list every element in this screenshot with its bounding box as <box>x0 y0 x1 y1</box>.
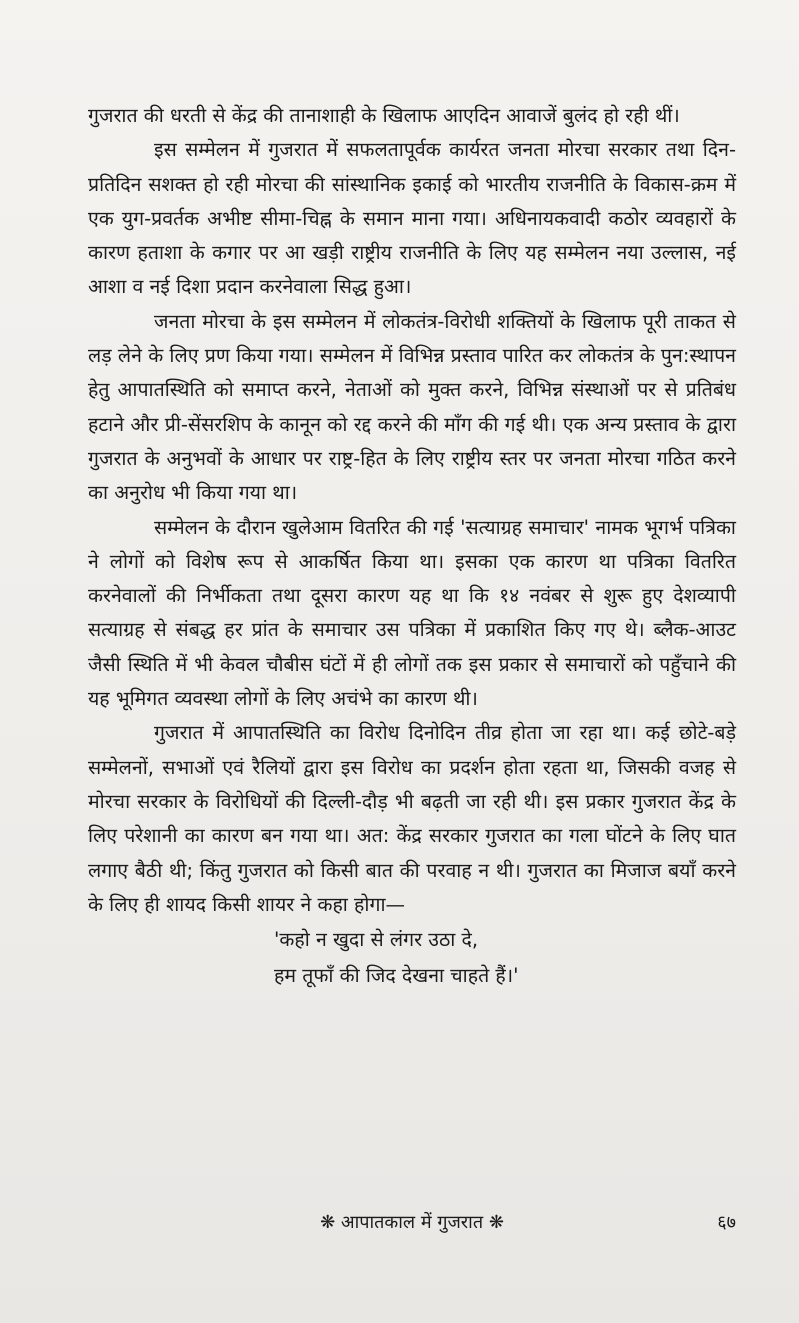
paragraph-1: गुजरात की धरती से केंद्र की तानाशाही के खिलाफ आएदिन आवाजें बुलंद हो रही थीं। <box>88 104 680 127</box>
page-footer <box>88 1210 736 1238</box>
verse-line-2: हम तूफाँ की जिद देखना चाहते हैं।' <box>274 964 519 988</box>
verse-quote <box>88 922 736 994</box>
paragraph-5: गुजरात में आपातस्थिति का विरोध दिनोदिन तीव्र होता जा रहा था। कई छोटे-बड़े सम्मेलनों, सभाओं एवं रैलियों द्वारा इस विरोध का प्रदर्शन होता रहता था, जिसकी वजह से मोरचा सरकार के विरोधियों की दिल्ली-दौड़ भी बढ़ती जा रही थी। इस प्रकार गुजरात केंद्र के लिए परेशानी का कारण बन गया था। अत: केंद्र सरकार गुजरात का गला घोंटने के लिए घात लगाए बैठी थी; किंतु गुजरात को किसी बात की परवाह न थी। गुजरात का मिजाज बयाँ करने के लिए ही शायद किसी शायर ने कहा होगा— <box>88 721 736 916</box>
page-number: ६७ <box>717 1212 736 1233</box>
paragraph-4: सम्मेलन के दौरान खुलेआम वितरित की गई 'सत्याग्रह समाचार' नामक भूगर्भ पत्रिका ने लोगों को विशेष रूप से आकर्षित किया था। इसका एक कारण था पत्रिका वितरित करनेवालों की निर्भीकता तथा दूसरा कारण यह था कि १४ नवंबर से शुरू हुए देशव्यापी सत्याग्रह से संबद्ध हर प्रांत के समाचार उस पत्रिका में प्रकाशित किए गए थे। ब्लैक-आउट जैसी स्थिति में भी केवल चौबीस घंटों में ही लोगों तक इस प्रकार से समाचारों को पहुँचाने की यह भूमिगत व्यवस्था लोगों के लिए अचंभे का कारण थी। <box>88 515 736 711</box>
running-title: ❋ आपातकाल में गुजरात ❋ <box>320 1212 504 1233</box>
verse-line-1: 'कहो न खुदा से लंगर उठा दे, <box>274 928 479 952</box>
paragraph-3: जनता मोरचा के इस सम्मेलन में लोकतंत्र-विरोधी शक्तियों के खिलाफ पूरी ताकत से लड़ लेने के लिए प्रण किया गया। सम्मेलन में विभिन्न प्रस्ताव पारित कर लोकतंत्र के पुन:स्थापन हेतु आपातस्थिति को समाप्त करने, नेताओं को मुक्त करने, विभिन्न संस्थाओं पर से प्रतिबंध हटाने और प्री-सेंसरशिप के कानून को रद्द करने की माँग की गई थी। एक अन्य प्रस्ताव के द्वारा गुजरात के अनुभवों के आधार पर राष्ट्र-हित के लिए राष्ट्रीय स्तर पर जनता मोरचा गठित करने का अनुरोध भी किया गया था। <box>88 309 736 505</box>
paragraph-2: इस सम्मेलन में गुजरात में सफलतापूर्वक कार्यरत जनता मोरचा सरकार तथा दिन-प्रतिदिन सशक्त हो रही मोरचा की सांस्थानिक इकाई को भारतीय राजनीति के विकास-क्रम में एक युग-प्रवर्तक अभीष्ट सीमा-चिह्न के समान माना गया। अधिनायकवादी कठोर व्यवहारों के कारण हताशा के कगार पर आ खड़ी राष्ट्रीय राजनीति के लिए यह सम्मेलन नया उल्लास, नई आशा व नई दिशा प्रदान करनेवाला सिद्ध हुआ। <box>88 138 736 299</box>
body-text <box>88 99 736 994</box>
